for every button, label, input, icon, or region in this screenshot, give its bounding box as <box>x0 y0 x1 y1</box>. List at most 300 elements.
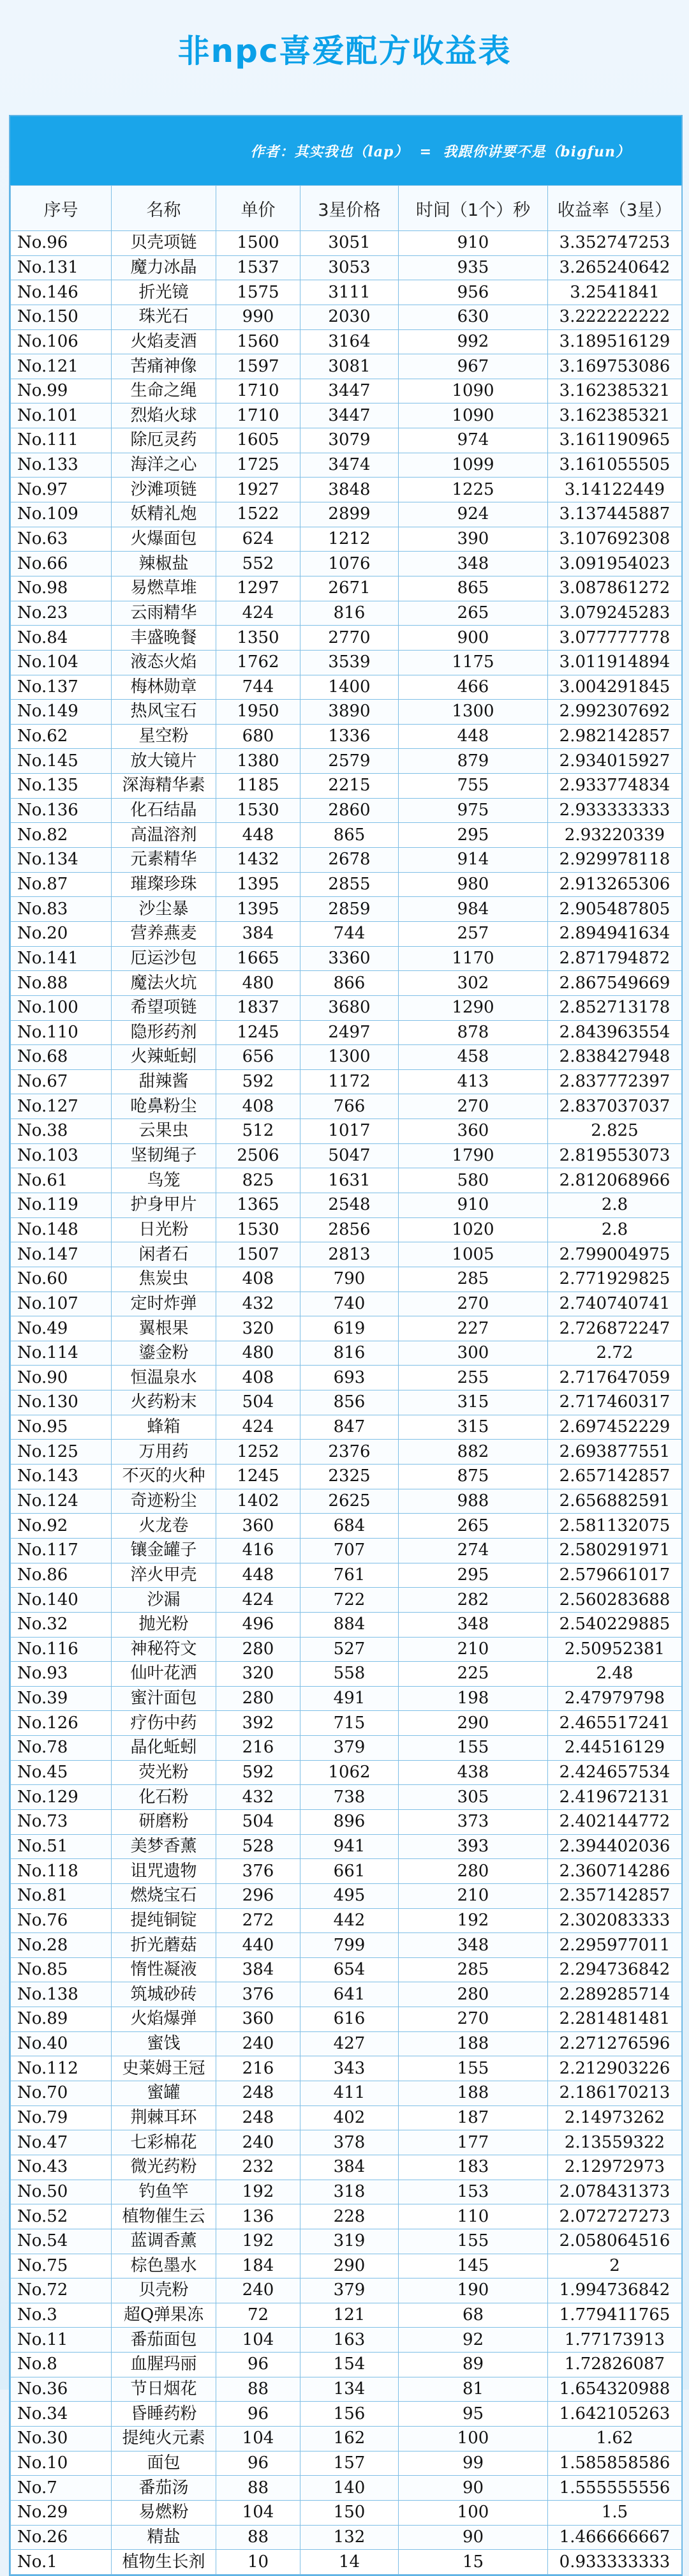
cell-unit-price: 1245 <box>216 1020 300 1045</box>
cell-unit-price: 424 <box>216 1588 300 1613</box>
cell-3star-price: 866 <box>300 971 399 996</box>
cell-name: 万用药 <box>112 1440 216 1465</box>
cell-name: 火辣蚯蚓 <box>112 1045 216 1070</box>
table-row <box>11 329 682 354</box>
table-row <box>11 1193 682 1217</box>
cell-unit-price: 1725 <box>216 453 300 478</box>
table-row <box>11 675 682 700</box>
cell-profit-rate: 2.424657534 <box>548 1760 682 1785</box>
cell-unit-price: 1762 <box>216 650 300 675</box>
header-name: 名称 <box>112 186 216 231</box>
header-serial: 序号 <box>11 186 112 231</box>
cell-name: 云雨精华 <box>112 601 216 626</box>
cell-name: 火焰爆弹 <box>112 2007 216 2032</box>
cell-serial: No.75 <box>11 2254 112 2278</box>
cell-profit-rate: 2.540229885 <box>548 1612 682 1637</box>
cell-3star-price: 411 <box>300 2081 399 2106</box>
cell-serial: No.68 <box>11 1045 112 1070</box>
cell-name: 海洋之心 <box>112 453 216 478</box>
cell-serial: No.30 <box>11 2427 112 2452</box>
cell-profit-rate: 2.186170213 <box>548 2081 682 2106</box>
cell-name: 翼根果 <box>112 1316 216 1341</box>
cell-name: 坚韧绳子 <box>112 1143 216 1168</box>
cell-profit-rate: 2.72 <box>548 1341 682 1366</box>
cell-profit-rate: 3.14122449 <box>548 478 682 502</box>
cell-time: 274 <box>399 1538 548 1563</box>
cell-name: 日光粉 <box>112 1217 216 1242</box>
table-row <box>11 1957 682 1982</box>
cell-unit-price: 1927 <box>216 478 300 502</box>
cell-serial: No.95 <box>11 1415 112 1440</box>
cell-time: 280 <box>399 1859 548 1884</box>
cell-name: 生命之绳 <box>112 379 216 403</box>
table-row <box>11 2550 682 2575</box>
cell-serial: No.126 <box>11 1711 112 1736</box>
cell-profit-rate: 2.799004975 <box>548 1242 682 1267</box>
cell-unit-price: 1950 <box>216 700 300 725</box>
table-row <box>11 231 682 256</box>
cell-time: 265 <box>399 1514 548 1539</box>
cell-profit-rate: 3.265240642 <box>548 255 682 280</box>
cell-serial: No.84 <box>11 626 112 651</box>
cell-time: 265 <box>399 601 548 626</box>
cell-serial: No.138 <box>11 1982 112 2007</box>
cell-3star-price: 715 <box>300 1711 399 1736</box>
cell-time: 295 <box>399 823 548 848</box>
cell-time: 882 <box>399 1440 548 1465</box>
cell-name: 沙尘暴 <box>112 897 216 922</box>
cell-name: 提纯铜锭 <box>112 1908 216 1933</box>
cell-profit-rate: 2.579661017 <box>548 1563 682 1588</box>
table-row <box>11 601 682 626</box>
cell-3star-price: 558 <box>300 1662 399 1687</box>
cell-time: 110 <box>399 2204 548 2229</box>
cell-profit-rate: 2.771929825 <box>548 1267 682 1292</box>
table-row <box>11 2278 682 2303</box>
cell-3star-price: 693 <box>300 1366 399 1390</box>
table-row <box>11 1760 682 1785</box>
cell-3star-price: 5047 <box>300 1143 399 1168</box>
cell-unit-price: 1605 <box>216 428 300 453</box>
cell-unit-price: 416 <box>216 1538 300 1563</box>
cell-time: 956 <box>399 280 548 305</box>
cell-name: 火药粉末 <box>112 1390 216 1415</box>
cell-time: 974 <box>399 428 548 453</box>
table-row <box>11 823 682 848</box>
cell-serial: No.61 <box>11 1168 112 1193</box>
cell-profit-rate: 3.162385321 <box>548 379 682 403</box>
table-row <box>11 1168 682 1193</box>
cell-3star-price: 3680 <box>300 995 399 1020</box>
cell-name: 折光蘑菇 <box>112 1933 216 1958</box>
cell-3star-price: 1017 <box>300 1119 399 1144</box>
table-row <box>11 527 682 552</box>
cell-time: 305 <box>399 1785 548 1810</box>
cell-profit-rate: 3.2541841 <box>548 280 682 305</box>
table-row <box>11 1538 682 1563</box>
cell-serial: No.49 <box>11 1316 112 1341</box>
table-row <box>11 749 682 774</box>
cell-profit-rate: 1.555555556 <box>548 2476 682 2501</box>
cell-profit-rate: 2.402144772 <box>548 1810 682 1835</box>
cell-serial: No.50 <box>11 2180 112 2204</box>
table-row <box>11 2155 682 2180</box>
cell-3star-price: 2855 <box>300 872 399 897</box>
table-row <box>11 2451 682 2476</box>
cell-time: 1790 <box>399 1143 548 1168</box>
cell-name: 星空粉 <box>112 724 216 749</box>
cell-name: 镶金罐子 <box>112 1538 216 1563</box>
cell-unit-price: 744 <box>216 675 300 700</box>
cell-profit-rate: 2.357142857 <box>548 1883 682 1908</box>
cell-name: 提纯火元素 <box>112 2427 216 2452</box>
cell-profit-rate: 2.825 <box>548 1119 682 1144</box>
cell-name: 奇迹粉尘 <box>112 1489 216 1514</box>
cell-name: 筑城砂砖 <box>112 1982 216 2007</box>
cell-name: 火爆面包 <box>112 527 216 552</box>
cell-profit-rate: 2.47979798 <box>548 1686 682 1711</box>
cell-serial: No.39 <box>11 1686 112 1711</box>
table-row <box>11 1588 682 1613</box>
cell-profit-rate: 2.295977011 <box>548 1933 682 1958</box>
cell-unit-price: 384 <box>216 921 300 946</box>
cell-unit-price: 240 <box>216 2278 300 2303</box>
cell-time: 255 <box>399 1366 548 1390</box>
table-row <box>11 576 682 601</box>
cell-name: 液态火焰 <box>112 650 216 675</box>
cell-unit-price: 825 <box>216 1168 300 1193</box>
cell-name: 鸟笼 <box>112 1168 216 1193</box>
cell-name: 希望项链 <box>112 995 216 1020</box>
cell-profit-rate: 1.585858586 <box>548 2451 682 2476</box>
cell-name: 植物催生云 <box>112 2204 216 2229</box>
cell-time: 438 <box>399 1760 548 1785</box>
table-row <box>11 2476 682 2501</box>
cell-serial: No.10 <box>11 2451 112 2476</box>
table-row <box>11 798 682 823</box>
table-row <box>11 1465 682 1489</box>
cell-name: 烈焰火球 <box>112 403 216 428</box>
cell-3star-price: 761 <box>300 1563 399 1588</box>
table-row <box>11 1686 682 1711</box>
cell-3star-price: 740 <box>300 1292 399 1316</box>
cell-time: 89 <box>399 2353 548 2377</box>
cell-unit-price: 184 <box>216 2254 300 2278</box>
cell-name: 蜂箱 <box>112 1415 216 1440</box>
cell-time: 984 <box>399 897 548 922</box>
cell-profit-rate: 3.352747253 <box>548 231 682 256</box>
cell-serial: No.121 <box>11 354 112 379</box>
cell-unit-price: 680 <box>216 724 300 749</box>
cell-profit-rate: 3.169753086 <box>548 354 682 379</box>
cell-profit-rate: 2.693877551 <box>548 1440 682 1465</box>
cell-serial: No.72 <box>11 2278 112 2303</box>
cell-profit-rate: 1.994736842 <box>548 2278 682 2303</box>
cell-3star-price: 14 <box>300 2550 399 2575</box>
cell-unit-price: 408 <box>216 1094 300 1119</box>
cell-time: 95 <box>399 2402 548 2427</box>
cell-time: 755 <box>399 774 548 799</box>
cell-serial: No.107 <box>11 1292 112 1316</box>
cell-profit-rate: 3.107692308 <box>548 527 682 552</box>
cell-3star-price: 707 <box>300 1538 399 1563</box>
cell-name: 闲者石 <box>112 1242 216 1267</box>
cell-serial: No.88 <box>11 971 112 996</box>
cell-unit-price: 1380 <box>216 749 300 774</box>
cell-time: 935 <box>399 255 548 280</box>
cell-serial: No.38 <box>11 1119 112 1144</box>
cell-profit-rate: 2.8 <box>548 1193 682 1217</box>
table-row <box>11 2525 682 2550</box>
cell-3star-price: 790 <box>300 1267 399 1292</box>
table-row <box>11 502 682 527</box>
cell-3star-price: 619 <box>300 1316 399 1341</box>
cell-serial: No.117 <box>11 1538 112 1563</box>
cell-profit-rate: 2.838427948 <box>548 1045 682 1070</box>
cell-3star-price: 3447 <box>300 379 399 403</box>
cell-unit-price: 552 <box>216 552 300 576</box>
cell-unit-price: 424 <box>216 1415 300 1440</box>
table-row <box>11 2303 682 2328</box>
cell-time: 1099 <box>399 453 548 478</box>
table-row <box>11 280 682 305</box>
cell-3star-price: 3848 <box>300 478 399 502</box>
cell-unit-price: 1530 <box>216 1217 300 1242</box>
table-row <box>11 255 682 280</box>
cell-serial: No.73 <box>11 1810 112 1835</box>
cell-serial: No.81 <box>11 1883 112 1908</box>
cell-serial: No.62 <box>11 724 112 749</box>
cell-name: 美梦香薰 <box>112 1834 216 1859</box>
cell-3star-price: 378 <box>300 2130 399 2155</box>
cell-profit-rate: 3.091954023 <box>548 552 682 576</box>
cell-serial: No.149 <box>11 700 112 725</box>
cell-3star-price: 495 <box>300 1883 399 1908</box>
cell-3star-price: 379 <box>300 2278 399 2303</box>
cell-3star-price: 290 <box>300 2254 399 2278</box>
cell-name: 化石结晶 <box>112 798 216 823</box>
cell-time: 1170 <box>399 946 548 971</box>
cell-profit-rate: 2.837772397 <box>548 1069 682 1094</box>
cell-profit-rate: 2.740740741 <box>548 1292 682 1316</box>
table-row <box>11 921 682 946</box>
cell-name: 营养燕麦 <box>112 921 216 946</box>
cell-serial: No.140 <box>11 1588 112 1613</box>
cell-time: 192 <box>399 1908 548 1933</box>
cell-unit-price: 96 <box>216 2451 300 2476</box>
cell-3star-price: 856 <box>300 1390 399 1415</box>
cell-serial: No.63 <box>11 527 112 552</box>
table-row <box>11 650 682 675</box>
cell-serial: No.148 <box>11 1217 112 1242</box>
cell-unit-price: 240 <box>216 2130 300 2155</box>
table-row <box>11 2031 682 2056</box>
cell-3star-price: 722 <box>300 1588 399 1613</box>
cell-3star-price: 2215 <box>300 774 399 799</box>
cell-serial: No.125 <box>11 1440 112 1465</box>
cell-name: 蜜汁面包 <box>112 1686 216 1711</box>
cell-time: 875 <box>399 1465 548 1489</box>
cell-3star-price: 2813 <box>300 1242 399 1267</box>
cell-name: 火龙卷 <box>112 1514 216 1539</box>
cell-3star-price: 427 <box>300 2031 399 2056</box>
cell-3star-price: 3164 <box>300 329 399 354</box>
cell-profit-rate: 2.465517241 <box>548 1711 682 1736</box>
table-header-row <box>11 186 682 231</box>
cell-3star-price: 156 <box>300 2402 399 2427</box>
cell-serial: No.83 <box>11 897 112 922</box>
cell-profit-rate: 2.933774834 <box>548 774 682 799</box>
cell-serial: No.118 <box>11 1859 112 1884</box>
cell-time: 988 <box>399 1489 548 1514</box>
cell-time: 1090 <box>399 379 548 403</box>
cell-time: 348 <box>399 1612 548 1637</box>
table-row <box>11 1069 682 1094</box>
cell-name: 定时炸弹 <box>112 1292 216 1316</box>
page-title: 非npc喜爱配方收益表 <box>177 33 512 70</box>
cell-time: 910 <box>399 231 548 256</box>
table-row <box>11 1563 682 1588</box>
cell-profit-rate: 1.779411765 <box>548 2303 682 2328</box>
cell-unit-price: 272 <box>216 1908 300 1933</box>
cell-3star-price: 1300 <box>300 1045 399 1070</box>
cell-profit-rate: 3.222222222 <box>548 305 682 329</box>
cell-3star-price: 150 <box>300 2500 399 2525</box>
cell-profit-rate: 2.14973262 <box>548 2105 682 2130</box>
cell-profit-rate: 2.581132075 <box>548 1514 682 1539</box>
table-row <box>11 1366 682 1390</box>
cell-profit-rate: 3.004291845 <box>548 675 682 700</box>
cell-time: 183 <box>399 2155 548 2180</box>
cell-unit-price: 432 <box>216 1785 300 1810</box>
cell-name: 棕色墨水 <box>112 2254 216 2278</box>
cell-profit-rate: 2.078431373 <box>548 2180 682 2204</box>
cell-serial: No.100 <box>11 995 112 1020</box>
cell-serial: No.146 <box>11 280 112 305</box>
cell-profit-rate: 2.294736842 <box>548 1957 682 1982</box>
cell-name: 仙叶花洒 <box>112 1662 216 1687</box>
cell-unit-price: 1597 <box>216 354 300 379</box>
cell-serial: No.78 <box>11 1736 112 1761</box>
table-row <box>11 897 682 922</box>
cell-3star-price: 684 <box>300 1514 399 1539</box>
table-row <box>11 428 682 453</box>
cell-name: 蓝调香薰 <box>112 2229 216 2254</box>
cell-3star-price: 319 <box>300 2229 399 2254</box>
cell-3star-price: 2770 <box>300 626 399 651</box>
cell-name: 荆棘耳环 <box>112 2105 216 2130</box>
cell-unit-price: 72 <box>216 2303 300 2328</box>
cell-profit-rate: 2.419672131 <box>548 1785 682 1810</box>
table-row <box>11 971 682 996</box>
cell-3star-price: 157 <box>300 2451 399 2476</box>
cell-time: 188 <box>399 2031 548 2056</box>
cell-serial: No.136 <box>11 798 112 823</box>
table-row <box>11 1736 682 1761</box>
cell-unit-price: 592 <box>216 1760 300 1785</box>
cell-3star-price: 2678 <box>300 848 399 873</box>
cell-serial: No.54 <box>11 2229 112 2254</box>
cell-serial: No.8 <box>11 2353 112 2377</box>
cell-3star-price: 2671 <box>300 576 399 601</box>
cell-3star-price: 3051 <box>300 231 399 256</box>
cell-name: 云果虫 <box>112 1119 216 1144</box>
cell-name: 沙漏 <box>112 1588 216 1613</box>
cell-name: 超Q弹果冻 <box>112 2303 216 2328</box>
cell-serial: No.147 <box>11 1242 112 1267</box>
cell-time: 285 <box>399 1267 548 1292</box>
cell-profit-rate: 2.657142857 <box>548 1465 682 1489</box>
table-row <box>11 2007 682 2032</box>
cell-unit-price: 1522 <box>216 502 300 527</box>
cell-3star-price: 1172 <box>300 1069 399 1094</box>
cell-unit-price: 104 <box>216 2328 300 2353</box>
cell-unit-price: 392 <box>216 1711 300 1736</box>
cell-unit-price: 88 <box>216 2476 300 2501</box>
cell-3star-price: 816 <box>300 601 399 626</box>
cell-time: 257 <box>399 921 548 946</box>
cell-serial: No.116 <box>11 1637 112 1662</box>
cell-name: 荧光粉 <box>112 1760 216 1785</box>
cell-profit-rate: 2.394402036 <box>548 1834 682 1859</box>
cell-serial: No.67 <box>11 1069 112 1094</box>
cell-serial: No.130 <box>11 1390 112 1415</box>
cell-serial: No.86 <box>11 1563 112 1588</box>
table-row <box>11 2204 682 2229</box>
cell-time: 227 <box>399 1316 548 1341</box>
cell-time: 270 <box>399 1292 548 1316</box>
cell-unit-price: 248 <box>216 2105 300 2130</box>
cell-serial: No.145 <box>11 749 112 774</box>
cell-unit-price: 10 <box>216 2550 300 2575</box>
cell-name: 七彩棉花 <box>112 2130 216 2155</box>
cell-serial: No.70 <box>11 2081 112 2106</box>
cell-unit-price: 376 <box>216 1982 300 2007</box>
recipe-profit-table <box>10 185 682 2575</box>
cell-time: 413 <box>399 1069 548 1094</box>
cell-serial: No.106 <box>11 329 112 354</box>
cell-time: 360 <box>399 1119 548 1144</box>
cell-3star-price: 816 <box>300 1341 399 1366</box>
cell-unit-price: 424 <box>216 601 300 626</box>
cell-name: 钓鱼竿 <box>112 2180 216 2204</box>
table-row <box>11 1637 682 1662</box>
cell-serial: No.96 <box>11 231 112 256</box>
cell-3star-price: 527 <box>300 1637 399 1662</box>
cell-serial: No.124 <box>11 1489 112 1514</box>
cell-unit-price: 480 <box>216 971 300 996</box>
cell-unit-price: 496 <box>216 1612 300 1637</box>
cell-name: 焦炭虫 <box>112 1267 216 1292</box>
cell-serial: No.89 <box>11 2007 112 2032</box>
cell-3star-price: 2548 <box>300 1193 399 1217</box>
cell-name: 丰盛晚餐 <box>112 626 216 651</box>
cell-name: 璀璨珍珠 <box>112 872 216 897</box>
cell-serial: No.134 <box>11 848 112 873</box>
cell-unit-price: 432 <box>216 1292 300 1316</box>
cell-profit-rate: 2.933333333 <box>548 798 682 823</box>
cell-name: 诅咒遗物 <box>112 1859 216 1884</box>
cell-name: 化石粉 <box>112 1785 216 1810</box>
cell-time: 190 <box>399 2278 548 2303</box>
cell-profit-rate: 2.929978118 <box>548 848 682 873</box>
table-row <box>11 2254 682 2278</box>
cell-3star-price: 2376 <box>300 1440 399 1465</box>
cell-time: 348 <box>399 552 548 576</box>
table-row <box>11 774 682 799</box>
cell-unit-price: 280 <box>216 1637 300 1662</box>
cell-serial: No.76 <box>11 1908 112 1933</box>
